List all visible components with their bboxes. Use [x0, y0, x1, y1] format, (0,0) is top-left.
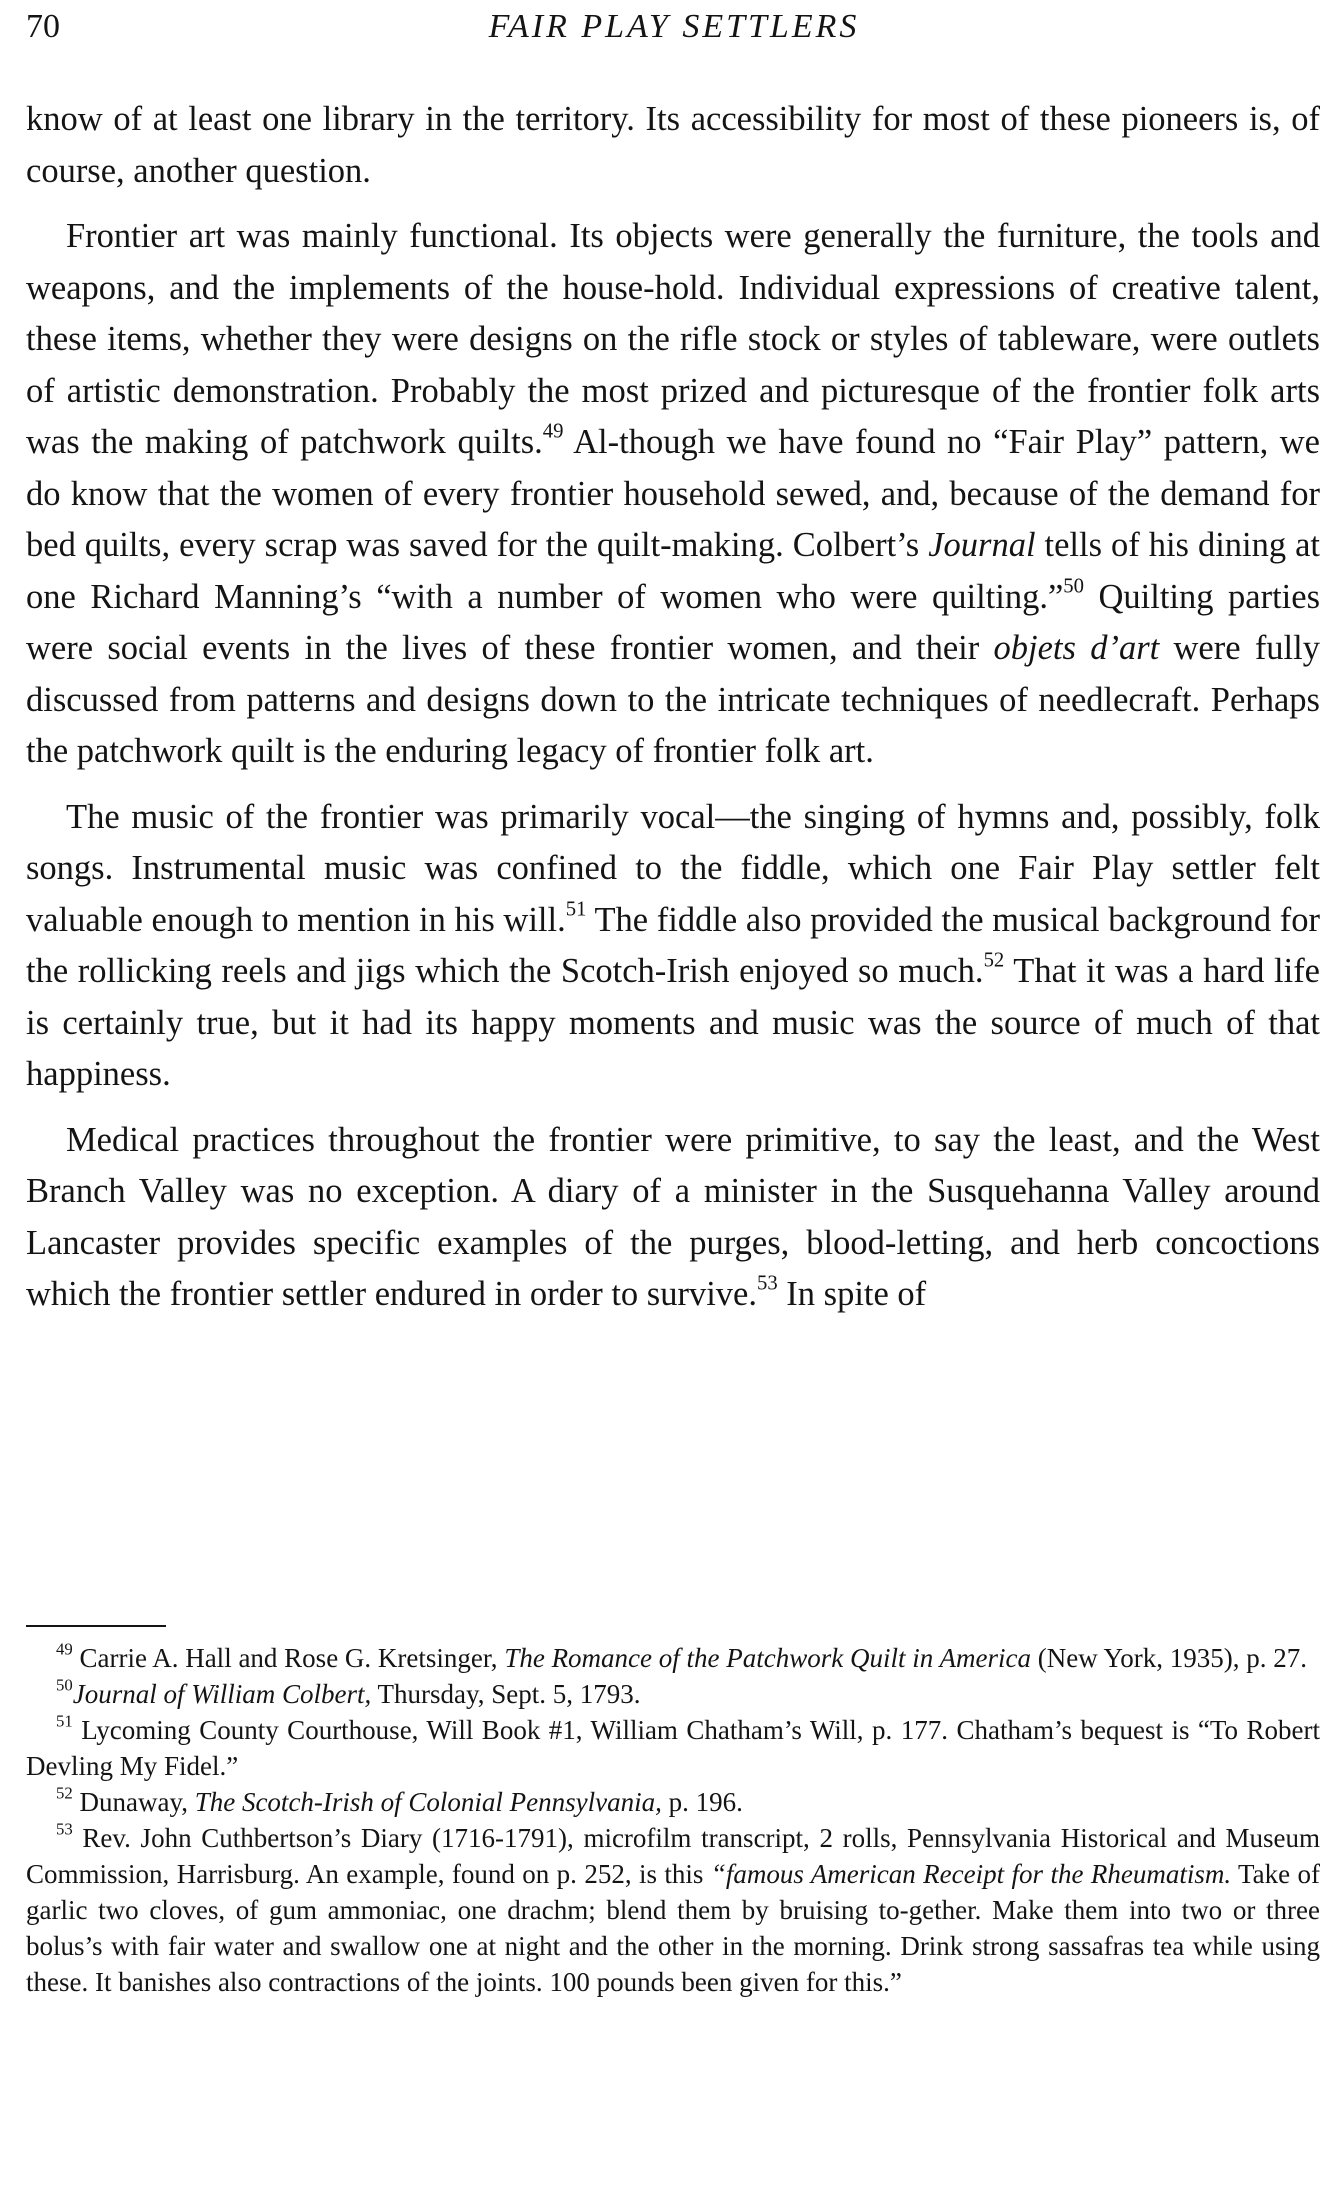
footnote-title: Journal of William Colbert,: [72, 1679, 372, 1709]
footnote-ref-52: 52: [983, 949, 1005, 972]
paragraph-medical: [26, 1115, 1320, 1321]
footnote-ref-49: 49: [542, 420, 564, 443]
footnote-text: p. 196.: [661, 1787, 743, 1817]
footnote-ref-53: 53: [756, 1272, 778, 1295]
footnotes: [26, 1640, 1320, 2000]
body-text: [26, 94, 1320, 1335]
running-title: FAIR PLAY SETTLERS: [488, 8, 860, 45]
paragraph-text: Medical practices throughout the frontier were primitive, to say the least, and the West Branch Valley was no exception. A diary of a minister in the Susquehanna Valley around Lancaster provides specific examples of the purges, blood-letting, and herb concoctions which the frontier settler endured in order to survive.: [26, 1120, 1320, 1313]
footnote-number: 52: [56, 1783, 73, 1803]
footnote-number: 51: [56, 1711, 73, 1731]
footnote-53: [26, 1820, 1320, 2000]
paragraph-frontier-art: [26, 211, 1320, 778]
footnote-51: [26, 1712, 1320, 1784]
paragraph-text: tells of his dining at one Richard Manning’s “with a number of women who were quilting.”: [26, 526, 1320, 616]
footnote-number: 50: [56, 1675, 73, 1695]
page-number: 70: [26, 8, 60, 45]
footnote-divider: [26, 1625, 166, 1627]
paragraph-music: [26, 792, 1320, 1101]
italic-objets-dart: objets d’art: [993, 629, 1160, 667]
footnote-50: [26, 1676, 1320, 1712]
page-header: [26, 8, 1322, 56]
paragraph-text: Quilting parties were social events in the lives of these frontier women, and their: [26, 577, 1320, 667]
footnote-number: 53: [56, 1819, 73, 1839]
paragraph-text: Al-though we have found no “Fair Play” pattern, we do know that the women of every frontier household sewed, and, because of the demand for bed quilts, every scrap was saved for the quilt-making. Colbert’s: [26, 423, 1320, 564]
footnote-text: Thursday, Sept. 5, 1793.: [371, 1679, 641, 1709]
paragraph-text: were fully discussed from patterns and designs down to the intricate techniques of needlecraft. Perhaps the patchwork quilt is the enduring legacy of frontier folk art.: [26, 629, 1320, 770]
footnote-text: Take of garlic two cloves, of gum ammoniac, one drachm; blend them by bruising to-gether. Make them into two or three bolus’s with fair water and swallow one at night and the other in the morning. Drink strong sassafras tea while using these. It banishes also contractions of the joints. 100 pounds been given for this.”: [26, 1859, 1320, 1997]
paragraph-text: Frontier art was mainly functional. Its objects were generally the furniture, the tools and weapons, and the implements of the house-hold. Individual expressions of creative talent, these items, whether they were designs on the rifle stock or styles of tableware, were outlets of artistic demonstration. Probably the most prized and picturesque of the frontier folk arts was the making of patchwork quilts.: [26, 217, 1320, 461]
footnote-title: The Romance of the Patchwork Quilt in America: [504, 1643, 1031, 1673]
footnote-title: “famous American Receipt for the Rheumatism.: [710, 1859, 1232, 1889]
paragraph-text: In spite of: [777, 1275, 927, 1313]
paragraph-text: The fiddle also provided the musical background for the rollicking reels and jigs which the Scotch-Irish enjoyed so much.: [26, 900, 1321, 990]
footnote-52: [26, 1784, 1320, 1820]
footnote-text: Carrie A. Hall and Rose G. Kretsinger,: [72, 1643, 505, 1673]
footnote-ref-51: 51: [565, 897, 587, 920]
footnote-text: (New York, 1935), p. 27.: [1030, 1643, 1307, 1673]
footnote-text: Lycoming County Courthouse, Will Book #1, William Chatham’s Will, p. 177. Chatham’s bequest is “To Robert Devling My Fidel.”: [26, 1715, 1320, 1781]
paragraph-library: [26, 94, 1320, 197]
footnote-ref-50: 50: [1063, 574, 1084, 597]
paragraph-text: That it was a hard life is certainly true, but it had its happy moments and music was the source of much of that happiness.: [26, 952, 1320, 1093]
footnote-49: [26, 1640, 1320, 1676]
footnote-title: The Scotch-Irish of Colonial Pennsylvania,: [194, 1787, 662, 1817]
footnote-number: 49: [56, 1639, 73, 1659]
footnote-text: Dunaway,: [72, 1787, 195, 1817]
paragraph-text: The music of the frontier was primarily vocal—the singing of hymns and, possibly, folk songs. Instrumental music was confined to the fiddle, which one Fair Play settler felt valuable enough to mention in his will.: [26, 797, 1320, 939]
paragraph-text: know of at least one library in the territory. Its accessibility for most of these pioneers is, of course, another question.: [26, 100, 1320, 190]
italic-journal: Journal: [928, 526, 1036, 564]
footnote-text: Rev. John Cuthbertson’s Diary (1716-1791), microfilm transcript, 2 rolls, Pennsylvania Historical and Museum Commission, Harrisburg. An example, found on p. 252, is this: [26, 1823, 1320, 1889]
